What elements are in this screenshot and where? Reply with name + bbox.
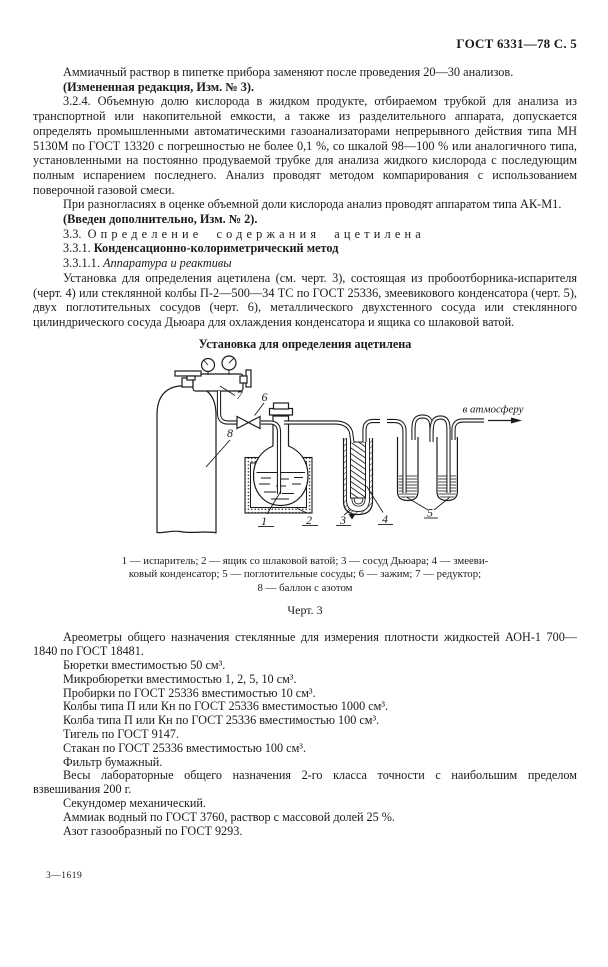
equipment-item: Фильтр бумажный.	[63, 754, 163, 769]
section-3-3-number: 3.3.	[63, 226, 82, 241]
clamp	[237, 416, 260, 428]
figure-caption-line-3: 8 — баллон с азотом	[257, 581, 353, 594]
page-content	[33, 36, 577, 838]
body-text	[33, 65, 577, 330]
section-heading-3-3	[33, 227, 577, 242]
equipment-item: Секундомер механический.	[63, 796, 206, 810]
paragraph-amendment-3: (Измененная редакция, Изм. № 3).	[63, 79, 255, 94]
document-page	[0, 36, 608, 967]
pressure-regulator	[175, 356, 251, 391]
equipment-item: Аммиак водный по ГОСТ 3760, раствор с массовой долей 25 %.	[63, 809, 395, 824]
equipment-item: Азот газообразный по ГОСТ 9293.	[63, 823, 243, 838]
equipment-item: Бюретки вместимостью 50 см³.	[63, 658, 226, 673]
tube-exit	[454, 420, 485, 440]
equipment-item: Весы лабораторные общего назначения 2-го класса точности с наибольшим пределом взвешивания 200 г.	[33, 768, 577, 797]
print-signature: 3—1619	[46, 871, 83, 881]
equipment-item: Пробирки по ГОСТ 25336 вместимостью 10 см³.	[63, 685, 316, 700]
figure-number: Черт. 3	[287, 603, 323, 618]
paragraph-amendment-2: (Введен дополнительно, Изм. № 2).	[63, 212, 258, 227]
pressure-gauge-icon	[202, 356, 237, 375]
equipment-item: Колба типа П или Кн по ГОСТ 25336 вместимостью 100 см³.	[63, 713, 380, 728]
equipment-item: Тигель по ГОСТ 9147.	[63, 727, 179, 742]
section-3-3-1-1-number: 3.3.1.1.	[63, 256, 100, 271]
part-label-3: 3	[340, 512, 346, 527]
equipment-list	[33, 631, 577, 838]
tube-regulator-to-clamp	[219, 391, 237, 423]
equipment-item: Колбы типа П или Кн по ГОСТ 25336 вместимостью 1000 см³.	[63, 699, 389, 714]
equipment-item: Ареометры общего назначения стеклянные для измерения плотности жидкостей АОН-1 700—1840 по ГОСТ 18481.	[33, 630, 577, 659]
paragraph-installation: Установка для определения ацетилена (см. черт. 3), состоящая из пробоотборника-испарителя (черт. 4) или стеклянной колбы П-2—500—34 ТС по ГОСТ 25336, змеевикового конденсатора (черт. 5), двух поглотительных сосудов (черт. 6), металлического двухстенного сосуда или стеклянного цилиндрического сосуда Дьюара для охлаждения конденсатора и ящика со шлаковой ватой.	[33, 270, 577, 329]
paragraph-ammonia: Аммиачный раствор в пипетке прибора заменяют после проведения 20—30 анализов.	[63, 65, 514, 79]
to-atmosphere-label: в атмосферу	[462, 403, 524, 416]
absorption-vessel-1	[398, 437, 419, 501]
figure-diagram	[33, 355, 608, 551]
part-label-6: 6	[261, 389, 268, 404]
part-label-1: 1	[261, 513, 267, 528]
section-heading-3-3-1-1	[33, 256, 577, 271]
part-label-4: 4	[382, 511, 388, 526]
section-3-3-1-number: 3.3.1.	[63, 241, 91, 256]
section-3-3-1-1-title: Аппаратура и реактивы	[102, 256, 232, 271]
equipment-item: Стакан по ГОСТ 25336 вместимостью 100 см³.	[63, 740, 306, 755]
figure-caption-line-2: ковый конденсатор; 5 — поглотительные сосуды; 6 — зажим; 7 — редуктор;	[128, 568, 482, 581]
coil-condenser	[351, 442, 366, 505]
part-label-2: 2	[306, 512, 312, 527]
dewar-bottom-tip	[349, 514, 356, 520]
tube-flask-to-condenser	[284, 422, 353, 443]
section-3-3-title: Определение содержания ацетилена	[87, 226, 425, 241]
figure-title: Установка для определения ацетилена	[198, 336, 412, 351]
equipment-item: Микробюретки вместимостью 1, 2, 5, 10 см³.	[63, 671, 297, 686]
section-3-3-1-title: Конденсационно-колориметрический метод	[93, 241, 339, 256]
figure-caption	[33, 555, 577, 596]
gas-cylinder	[157, 386, 216, 533]
figure-caption-line-1: 1 — испаритель; 2 — ящик со шлаковой ватой; 3 — сосуд Дьюара; 4 — змееви-	[121, 554, 489, 567]
part-label-8: 8	[227, 425, 233, 440]
section-heading-3-3-1	[33, 241, 577, 256]
part-label-7: 7	[236, 387, 243, 402]
atmosphere-arrow	[488, 417, 522, 423]
paragraph-3-2-4: 3.2.4. Объемную долю кислорода в жидком продукте, отбираемом трубкой для анализа из транспортной или накопительной емкости, а также из разделительного аппарата, допускается определять промышленными автоматическими газоанализаторами непрерывного действия типа МН 5130М по ГОСТ 13320 с погрешностью не более 0,1 %, со шкалой 98—100 % или аналогичного типа, установленными на постоянно продуваемой трубке для анализа жидкого кислорода с последующим полным испарением последнего. Анализ проводят методом компарирования с использованием поверочной газовой смеси.	[33, 94, 577, 197]
paragraph-disagreement: При разногласиях в оценке объемной доли кислорода анализ проводят аппаратом типа АК-М1.	[63, 197, 562, 212]
page-header: ГОСТ 6331—78 С. 5	[456, 36, 577, 51]
part-label-5: 5	[427, 505, 433, 520]
